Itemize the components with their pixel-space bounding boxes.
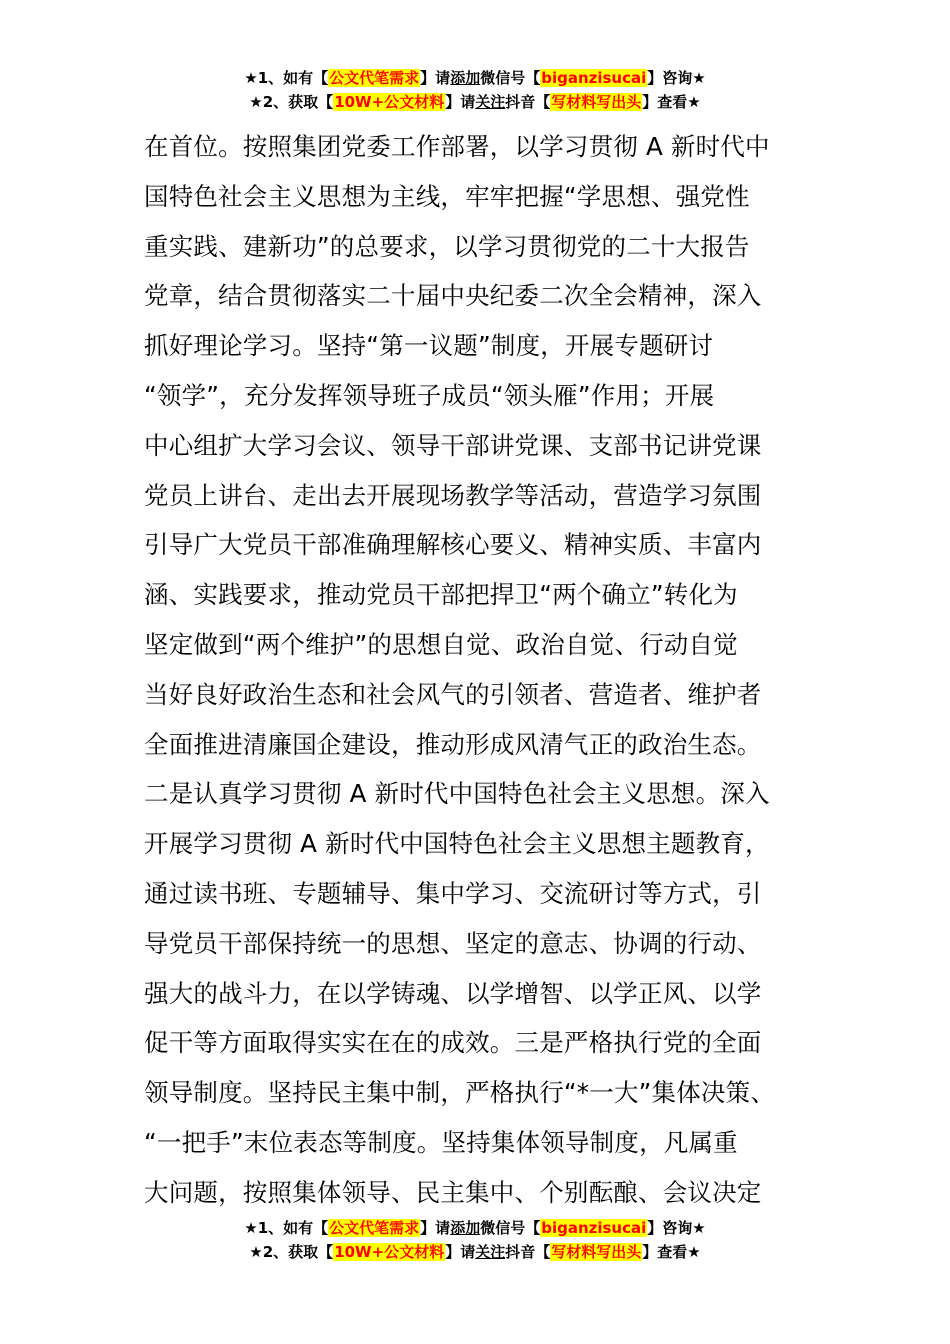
text-line: 强大的战斗力，在以学铸魂、以学增智、以学正风、以学 xyxy=(144,978,762,1008)
banner-text: ★1、如有【 xyxy=(244,69,329,87)
text-line: 引导广大党员干部准确理解核心要义、精神实质、丰富内 xyxy=(144,530,762,560)
banner-text: 】查看★ xyxy=(642,93,701,111)
banner-text: 】查看★ xyxy=(642,1243,701,1261)
text-line: 抓好理论学习。坚持“第一议题”制度，开展专题研讨 xyxy=(144,331,714,361)
underlined-text: 关注 xyxy=(475,1243,506,1261)
highlight-wechat-id: biganzisucai xyxy=(541,69,647,87)
text-line: 通过读书班、专题辅导、集中学习、交流研讨等方式，引 xyxy=(144,878,762,908)
highlight-douyin: 写材料写出头 xyxy=(551,93,642,111)
underlined-text: 添加 xyxy=(450,69,481,87)
highlight-service: 公文代笔需求 xyxy=(329,1219,420,1237)
text-line: 开展学习贯彻 A 新时代中国特色社会主义思想主题教育， xyxy=(144,829,770,859)
banner-text: ★2、获取【 xyxy=(249,1243,334,1261)
text-line: 二是认真学习贯彻 A 新时代中国特色社会主义思想。深入 xyxy=(144,779,770,809)
highlight-materials: 10W+公文材料 xyxy=(334,93,445,111)
banner-line-2 xyxy=(0,1240,950,1264)
text-line: 党员上讲台、走出去开展现场教学等活动，营造学习氛围 xyxy=(144,480,762,510)
banner-text: 抖音【 xyxy=(505,93,551,111)
banner-line-1 xyxy=(0,1216,950,1240)
banner-text: 】咨询★ xyxy=(647,69,706,87)
banner-text: 】请 xyxy=(420,1219,451,1237)
banner-text: 抖音【 xyxy=(505,1243,551,1261)
banner-text: 微信号【 xyxy=(480,69,541,87)
underlined-text: 关注 xyxy=(475,93,506,111)
text-line: 坚定做到“两个维护”的思想自觉、政治自觉、行动自觉 xyxy=(144,629,738,659)
text-line: 重实践、建新功”的总要求，以学习贯彻党的二十大报告 xyxy=(144,231,750,261)
text-line: 当好良好政治生态和社会风气的引领者、营造者、维护者 xyxy=(144,679,762,709)
banner-text: 】请 xyxy=(420,69,451,87)
banner-text: ★1、如有【 xyxy=(244,1219,329,1237)
banner-line-1 xyxy=(0,66,950,90)
highlight-materials: 10W+公文材料 xyxy=(334,1243,445,1261)
banner-text: 微信号【 xyxy=(480,1219,541,1237)
footer-banner xyxy=(0,1216,950,1264)
text-line: “领学”，充分发挥领导班子成员“领头雁”作用；开展 xyxy=(144,380,715,410)
highlight-douyin: 写材料写出头 xyxy=(551,1243,642,1261)
text-line: 大问题，按照集体领导、民主集中、个别酝酿、会议决定 xyxy=(144,1177,762,1207)
banner-text: 】请 xyxy=(445,1243,476,1261)
text-line: 促干等方面取得实实在在的成效。三是严格执行党的全面 xyxy=(144,1028,762,1058)
highlight-wechat-id: biganzisucai xyxy=(541,1219,647,1237)
banner-text: 】请 xyxy=(445,93,476,111)
text-line: 中心组扩大学习会议、领导干部讲党课、支部书记讲党课 xyxy=(144,430,762,460)
header-banner xyxy=(0,66,950,114)
text-line: 国特色社会主义思想为主线，牢牢把握“学思想、强党性 xyxy=(144,181,750,211)
text-line: 在首位。按照集团党委工作部署，以学习贯彻 A 新时代中 xyxy=(144,132,770,161)
text-line: 导党员干部保持统一的思想、坚定的意志、协调的行动、 xyxy=(144,928,762,958)
text-line: “一把手”末位表态等制度。坚持集体领导制度，凡属重 xyxy=(144,1127,738,1157)
banner-text: 】咨询★ xyxy=(647,1219,706,1237)
highlight-service: 公文代笔需求 xyxy=(329,69,420,87)
document-body xyxy=(144,122,824,1218)
underlined-text: 添加 xyxy=(450,1219,481,1237)
banner-line-2 xyxy=(0,90,950,114)
text-line: 领导制度。坚持民主集中制，严格执行“*一大”集体决策、 xyxy=(144,1078,776,1108)
banner-text: ★2、获取【 xyxy=(249,93,334,111)
text-line: 党章，结合贯彻落实二十届中央纪委二次全会精神，深入 xyxy=(144,281,762,311)
text-line: 全面推进清廉国企建设，推动形成风清气正的政治生态。 xyxy=(144,729,762,759)
text-line: 涵、实践要求，推动党员干部把捍卫“两个确立”转化为 xyxy=(144,580,738,610)
